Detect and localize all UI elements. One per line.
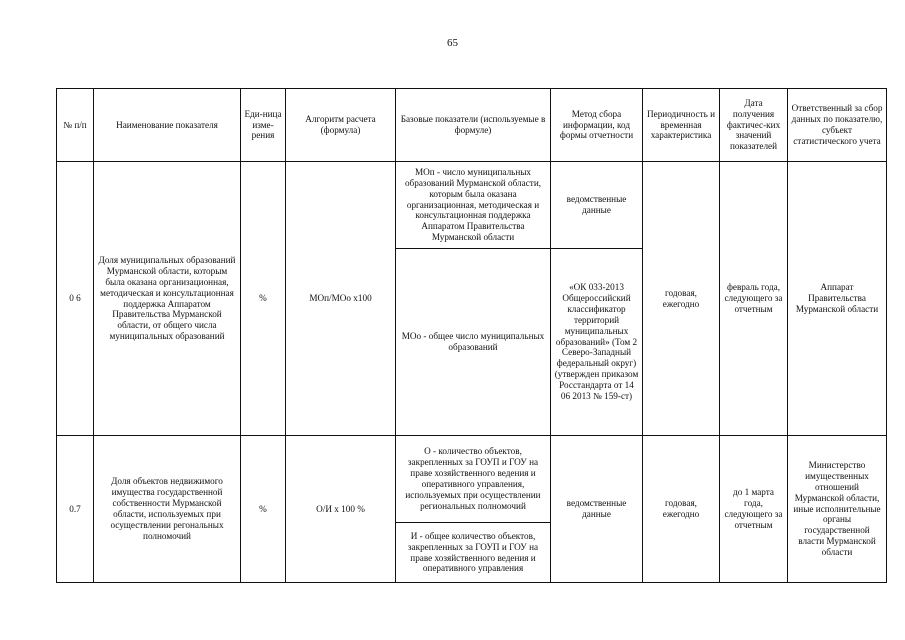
method-cell: ведомственные данные bbox=[551, 162, 643, 249]
algorithm-cell: О/И х 100 % bbox=[286, 436, 396, 583]
header-responsible: Ответственный за сбор данных по показателю, субъект статистического учета bbox=[788, 89, 887, 162]
indicators-table bbox=[56, 88, 887, 583]
method-cell: «ОК 033-2013 Общероссийский классификатор территорий муниципальных образований» (Том 2 Северо-Западный федеральный округ) (утвержден приказом Росстандарта от 14 06 2013 № 159-ст) bbox=[551, 249, 643, 436]
header-algorithm: Алгоритм расчета (формула) bbox=[286, 89, 396, 162]
base-indicator: И - общее количество объектов, закрепленных за ГОУП и ГОУ на праве хозяйственного ведения и оперативного управления bbox=[396, 523, 551, 583]
unit-cell: % bbox=[241, 436, 286, 583]
date-cell: февраль года, следующего за отчетным bbox=[720, 162, 788, 436]
indicator-name: Доля муниципальных образований Мурманской области, которым была оказана организационная, методическая и консультационная поддержка Аппаратом Правительства Мурманской области, от общего числа муниципальных образований bbox=[94, 162, 241, 436]
row-number: 0.7 bbox=[57, 436, 94, 583]
date-cell: до 1 марта года, следующего за отчетным bbox=[720, 436, 788, 583]
base-indicator: О - количество объектов, закрепленных за ГОУП и ГОУ на праве хозяйственного ведения и оперативного управления, используемых при осуществлении региональных полномочий bbox=[396, 436, 551, 523]
algorithm-cell: МОп/МОо х100 bbox=[286, 162, 396, 436]
header-number: № п/п bbox=[57, 89, 94, 162]
header-date: Дата получения фактичес-ких значений показателей bbox=[720, 89, 788, 162]
header-base-indicators: Базовые показатели (используемые в формуле) bbox=[396, 89, 551, 162]
header-unit: Еди-ница изме-рения bbox=[241, 89, 286, 162]
responsible-cell: Министерство имущественных отношений Мурманской области, иные исполнительные органы государственной власти Мурманской области bbox=[788, 436, 887, 583]
periodicity-cell: годовая, ежегодно bbox=[643, 436, 720, 583]
page-number: 65 bbox=[447, 37, 458, 49]
table-row bbox=[57, 162, 887, 249]
header-periodicity: Периодичность и временная характеристика bbox=[643, 89, 720, 162]
base-indicator: МОп - число муниципальных образований Мурманской области, которым была оказана организационная, методическая и консультационная поддержка Аппаратом Правительства Мурманской области bbox=[396, 162, 551, 249]
periodicity-cell: годовая, ежегодно bbox=[643, 162, 720, 436]
method-cell: ведомственные данные bbox=[551, 436, 643, 583]
header-method: Метод сбора информации, код формы отчетности bbox=[551, 89, 643, 162]
unit-cell: % bbox=[241, 162, 286, 436]
header-name: Наименование показателя bbox=[94, 89, 241, 162]
base-indicator: МОо - общее число муниципальных образований bbox=[396, 249, 551, 436]
table-header-row bbox=[57, 89, 887, 162]
responsible-cell: Аппарат Правительства Мурманской области bbox=[788, 162, 887, 436]
table-row bbox=[57, 436, 887, 523]
indicator-name: Доля объектов недвижимого имущества государственной собственности Мурманской области, используемых при осуществлении регональных полномочий bbox=[94, 436, 241, 583]
row-number: 0 6 bbox=[57, 162, 94, 436]
